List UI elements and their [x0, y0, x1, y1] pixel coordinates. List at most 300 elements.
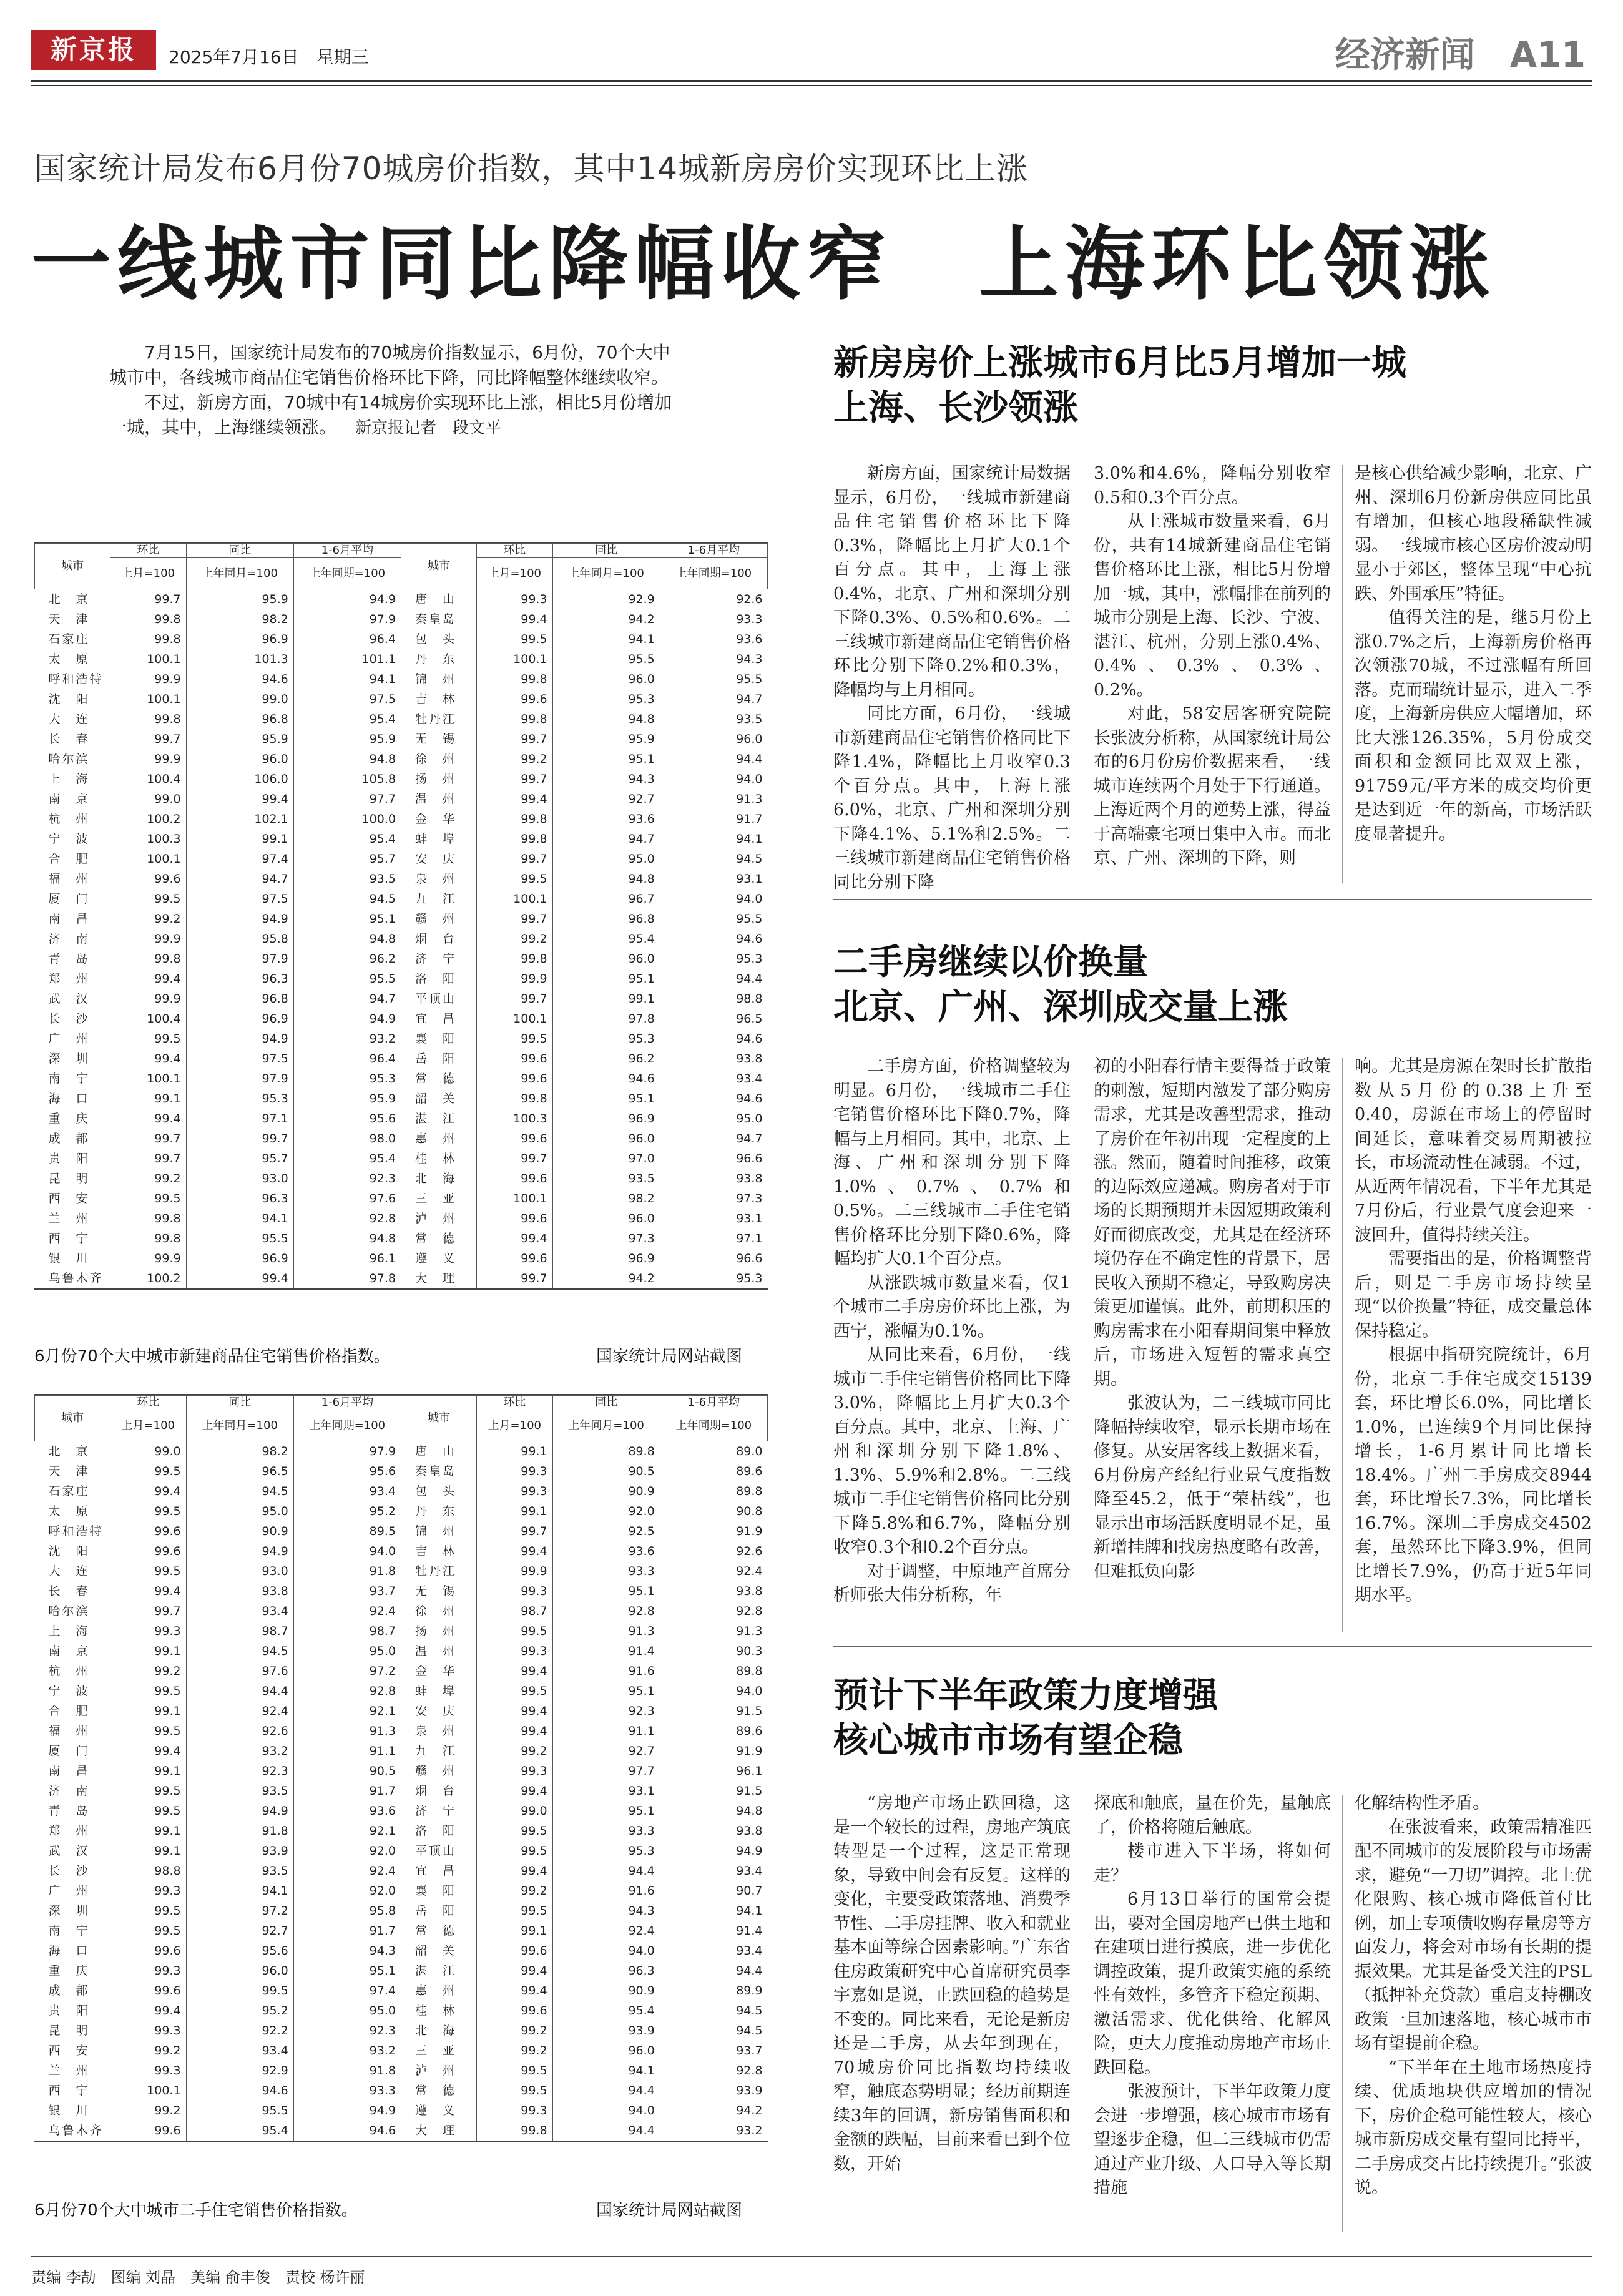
city-cell: 牡丹江	[401, 1561, 476, 1581]
city-cell: 三 亚	[401, 1189, 476, 1209]
table-row	[35, 1169, 768, 1189]
index-cell: 93.1	[552, 1781, 660, 1801]
index-cell: 99.7	[110, 1149, 187, 1169]
index-cell: 91.7	[660, 809, 767, 829]
section-label: 经济新闻 A11	[1335, 35, 1586, 76]
index-cell: 93.4	[660, 1941, 767, 1961]
index-cell: 99.8	[476, 2121, 552, 2141]
index-cell: 95.3	[293, 1069, 401, 1089]
index-cell: 89.6	[660, 1461, 767, 1481]
index-cell: 99.7	[476, 1149, 552, 1169]
city-cell: 南 宁	[48, 1924, 90, 1938]
index-cell: 94.2	[552, 609, 660, 629]
city-cell: 南 宁	[48, 1072, 90, 1086]
city-cell: 呼和浩特	[48, 672, 104, 686]
index-cell: 97.0	[552, 1149, 660, 1169]
paragraph: 对此，58安居客研究院院长张波分析称，从国家统计局公布的6月份房价数据来看，一线城市连续两个月处于下行通道。上海近两个月的逆势上涨，得益于高端豪宅项目集中入市。而北京、广州、深圳的下降，则	[1094, 704, 1331, 868]
index-cell: 98.0	[293, 1129, 401, 1149]
index-cell: 94.9	[186, 909, 293, 929]
city-cell: 济 宁	[401, 949, 476, 969]
index-cell: 94.0	[552, 2101, 660, 2121]
index-cell: 94.7	[660, 1129, 767, 1149]
th-yoy: 同比	[186, 1396, 293, 1410]
table-row	[35, 1481, 768, 1501]
index-cell: 94.4	[660, 1961, 767, 1981]
index-cell: 99.8	[110, 709, 187, 729]
index-cell: 99.4	[186, 789, 293, 809]
index-cell: 96.3	[186, 1189, 293, 1209]
index-cell: 95.6	[293, 1461, 401, 1481]
city-cell: 郑 州	[48, 972, 90, 986]
index-cell: 92.8	[660, 2061, 767, 2081]
paragraph: 值得关注的是，继5月份上涨0.7%之后，上海新房价格再次领涨70城，不过涨幅有所回落。克而瑞统计显示，进入二季度，上海新房供应大幅增加，环比大涨126.35%，5月份成交面积和金额同比双双上涨，91759元/平方米的成交均价更是达到近一年的新高，市场活跃度显著提升。	[1355, 608, 1592, 844]
city-cell: 无 锡	[401, 729, 476, 749]
city-cell: 湛 江	[401, 1109, 476, 1129]
table-row	[35, 1841, 768, 1861]
index-cell: 94.4	[552, 2081, 660, 2101]
paragraph: 化解结构性矛盾。	[1355, 1793, 1489, 1813]
index-cell: 99.5	[476, 2081, 552, 2101]
index-cell: 99.4	[476, 1229, 552, 1249]
index-cell: 94.3	[552, 769, 660, 789]
index-cell: 94.2	[552, 1268, 660, 1288]
index-cell: 94.6	[660, 1029, 767, 1049]
index-cell: 93.2	[186, 1741, 293, 1761]
table-row	[35, 849, 768, 869]
th-yoy: 同比	[186, 544, 293, 558]
index-cell: 94.3	[660, 649, 767, 669]
article1-title-line1: 新房房价上涨城市6月比5月增加一城	[833, 342, 1406, 383]
index-cell: 99.5	[110, 1681, 187, 1701]
th-mom: 环比	[110, 1396, 187, 1410]
index-cell: 92.4	[552, 1921, 660, 1941]
city-cell: 韶 关	[401, 1089, 476, 1109]
index-cell: 93.9	[186, 1841, 293, 1861]
index-cell: 94.5	[660, 2021, 767, 2041]
th-avg-base: 上年同期=100	[293, 1410, 401, 1441]
index-cell: 99.8	[476, 709, 552, 729]
index-cell: 95.1	[552, 969, 660, 989]
index-cell: 96.8	[186, 709, 293, 729]
index-cell: 97.2	[186, 1901, 293, 1921]
table-row	[35, 749, 768, 769]
table-row	[35, 869, 768, 889]
index-cell: 94.1	[186, 1881, 293, 1901]
index-cell: 99.4	[110, 2001, 187, 2021]
city-cell: 常 德	[401, 1921, 476, 1941]
article3-title-line2: 核心城市市场有望企稳	[833, 1720, 1183, 1761]
table-row	[35, 789, 768, 809]
paragraph: 同比方面，6月份，一线城市新建商品住宅销售价格同比下降1.4%，降幅比上月收窄0.3个百分点。其中，上海上涨6.0%，北京、广州和深圳分别下降4.1%、5.1%和2.5%。二三线城市新建商品住宅销售价格同比分别下降	[833, 704, 1071, 892]
index-cell: 92.6	[186, 1721, 293, 1741]
index-cell: 93.8	[660, 1049, 767, 1069]
index-cell: 92.4	[660, 1561, 767, 1581]
index-cell: 93.8	[660, 1581, 767, 1601]
index-cell: 92.4	[293, 1861, 401, 1881]
city-cell: 大 连	[48, 712, 90, 726]
city-cell: 重 庆	[48, 1112, 90, 1126]
index-cell: 99.9	[476, 969, 552, 989]
city-cell: 青 岛	[48, 952, 90, 966]
index-cell: 99.6	[110, 1521, 187, 1541]
index-cell: 99.7	[476, 729, 552, 749]
th-avg: 1-6月平均	[293, 544, 401, 558]
city-cell: 乌鲁木齐	[48, 2124, 104, 2137]
index-cell: 99.1	[110, 1641, 187, 1661]
index-cell: 99.5	[476, 1681, 552, 1701]
index-cell: 99.4	[476, 1861, 552, 1881]
index-cell: 94.8	[293, 749, 401, 769]
index-cell: 93.4	[186, 2041, 293, 2061]
index-cell: 99.5	[476, 629, 552, 649]
index-cell: 99.9	[110, 929, 187, 949]
index-cell: 97.5	[293, 689, 401, 709]
th-mom-base: 上月=100	[476, 1410, 552, 1441]
city-cell: 贵 阳	[48, 1152, 90, 1165]
city-cell: 襄 阳	[401, 1029, 476, 1049]
index-cell: 92.1	[293, 1701, 401, 1721]
table-row	[35, 1881, 768, 1901]
index-cell: 99.4	[476, 609, 552, 629]
th-yoy: 同比	[552, 1396, 660, 1410]
paragraph: 从上涨城市数量来看，6月份，共有14城新建商品住宅销售价格环比上涨，相比5月份增加一城，其中，涨幅排在前列的城市分别是上海、长沙、宁波、湛江、杭州，分别上涨0.4%、0.4%、0.3%、0.3%、0.2%。	[1094, 512, 1331, 700]
table-row	[35, 649, 768, 669]
index-cell: 92.0	[293, 1881, 401, 1901]
index-cell: 92.2	[186, 2021, 293, 2041]
index-cell: 93.5	[293, 869, 401, 889]
index-cell: 94.3	[552, 1901, 660, 1921]
index-cell: 95.5	[293, 969, 401, 989]
city-cell: 九 江	[401, 889, 476, 909]
index-cell: 90.3	[660, 1641, 767, 1661]
index-cell: 96.0	[660, 729, 767, 749]
index-cell: 92.9	[186, 2061, 293, 2081]
city-cell: 合 肥	[48, 1704, 90, 1718]
index-cell: 98.2	[552, 1189, 660, 1209]
city-cell: 包 头	[401, 629, 476, 649]
article3-title-line1: 预计下半年政策力度增强	[833, 1675, 1218, 1716]
index-cell: 99.6	[110, 1981, 187, 2001]
index-cell: 99.1	[186, 829, 293, 849]
index-cell: 93.5	[186, 1861, 293, 1881]
table-row	[35, 969, 768, 989]
index-cell: 99.8	[110, 629, 187, 649]
index-cell: 98.7	[293, 1621, 401, 1641]
table-row	[35, 929, 768, 949]
index-cell: 99.8	[476, 1089, 552, 1109]
table2-caption: 6月份70个大中城市二手住宅销售价格指数。	[34, 2201, 358, 2220]
index-cell: 99.5	[110, 1901, 187, 1921]
index-cell: 94.8	[552, 709, 660, 729]
city-cell: 吉 林	[401, 1541, 476, 1561]
index-cell: 91.1	[293, 1741, 401, 1761]
index-cell: 94.8	[552, 869, 660, 889]
index-cell: 94.9	[660, 1841, 767, 1861]
index-cell: 92.4	[293, 1601, 401, 1621]
index-cell: 99.3	[476, 589, 552, 610]
th-mom-base: 上月=100	[110, 1410, 187, 1441]
table-row	[35, 1249, 768, 1268]
city-cell: 洛 阳	[401, 1821, 476, 1841]
index-cell: 92.7	[186, 1921, 293, 1941]
index-cell: 89.8	[660, 1661, 767, 1681]
index-cell: 95.1	[552, 1801, 660, 1821]
index-cell: 99.9	[110, 669, 187, 689]
index-cell: 96.0	[552, 1209, 660, 1229]
lead-p2-text: 不过，新房方面，70城中有14城房价实现环比上涨，相比5月份增加一城，其中，上海继续领涨。	[109, 392, 672, 438]
index-cell: 92.6	[660, 1541, 767, 1561]
index-cell: 94.6	[186, 2081, 293, 2101]
city-cell: 厦 门	[48, 892, 90, 906]
index-cell: 99.2	[110, 1661, 187, 1681]
index-cell: 97.3	[660, 1189, 767, 1209]
table-row	[35, 1521, 768, 1541]
table-new-homes	[34, 542, 768, 1290]
city-cell: 牡丹江	[401, 709, 476, 729]
paragraph: 楼市进入下半场，将如何走？	[1094, 1842, 1331, 1885]
table-row	[35, 1901, 768, 1921]
index-cell: 93.4	[293, 1481, 401, 1501]
index-cell: 98.8	[660, 989, 767, 1009]
city-cell: 宜 昌	[401, 1009, 476, 1029]
index-cell: 94.9	[186, 1541, 293, 1561]
index-cell: 99.6	[476, 1049, 552, 1069]
index-cell: 93.2	[293, 2041, 401, 2061]
index-cell: 95.4	[552, 2001, 660, 2021]
th-city: 城市	[35, 1396, 110, 1441]
city-cell: 深 圳	[48, 1904, 90, 1918]
city-cell: 桂 林	[401, 2001, 476, 2021]
index-cell: 94.6	[660, 1089, 767, 1109]
table-row	[35, 1601, 768, 1621]
city-cell: 烟 台	[401, 1781, 476, 1801]
city-cell: 长 春	[48, 1584, 90, 1598]
index-cell: 97.5	[186, 1049, 293, 1069]
table-row	[35, 1089, 768, 1109]
table-row	[35, 2041, 768, 2061]
index-cell: 94.7	[552, 829, 660, 849]
index-cell: 99.1	[110, 1701, 187, 1721]
index-cell: 93.9	[660, 2081, 767, 2101]
index-cell: 99.5	[110, 1501, 187, 1521]
index-cell: 99.1	[552, 989, 660, 1009]
city-cell: 锦 州	[401, 669, 476, 689]
table-row	[35, 1621, 768, 1641]
index-cell: 91.9	[660, 1741, 767, 1761]
index-cell: 105.8	[293, 769, 401, 789]
table-row	[35, 1049, 768, 1069]
index-cell: 96.9	[186, 1009, 293, 1029]
index-cell: 95.0	[660, 1109, 767, 1129]
index-cell: 99.4	[186, 1268, 293, 1288]
th-city: 城市	[401, 544, 476, 589]
index-cell: 93.8	[186, 1581, 293, 1601]
index-cell: 99.9	[110, 989, 187, 1009]
city-cell: 北 京	[48, 1445, 90, 1458]
index-cell: 99.7	[186, 1129, 293, 1149]
index-cell: 93.5	[660, 709, 767, 729]
article2-col1	[833, 1055, 1071, 1608]
city-cell: 南 昌	[48, 1764, 90, 1778]
index-cell: 95.9	[293, 1089, 401, 1109]
index-cell: 99.6	[476, 689, 552, 709]
index-cell: 99.5	[110, 1029, 187, 1049]
index-cell: 94.4	[552, 2121, 660, 2141]
city-cell: 银 川	[48, 2104, 90, 2117]
index-cell: 99.8	[476, 829, 552, 849]
index-cell: 99.3	[476, 1641, 552, 1661]
table-row	[35, 1661, 768, 1681]
index-cell: 97.5	[186, 889, 293, 909]
index-cell: 99.8	[110, 1209, 187, 1229]
index-cell: 99.8	[476, 949, 552, 969]
index-cell: 93.5	[552, 1169, 660, 1189]
th-yoy: 同比	[552, 544, 660, 558]
index-cell: 99.1	[110, 1821, 187, 1841]
index-cell: 95.2	[293, 1501, 401, 1521]
index-cell: 95.9	[293, 729, 401, 749]
index-cell: 106.0	[186, 769, 293, 789]
index-cell: 95.5	[186, 1229, 293, 1249]
index-cell: 89.8	[660, 1481, 767, 1501]
index-cell: 99.2	[476, 749, 552, 769]
index-cell: 99.6	[110, 1541, 187, 1561]
index-cell: 92.9	[552, 589, 660, 610]
index-cell: 99.3	[110, 1961, 187, 1981]
index-cell: 99.3	[476, 1581, 552, 1601]
index-cell: 96.3	[552, 1961, 660, 1981]
index-cell: 93.1	[660, 1209, 767, 1229]
city-cell: 太 原	[48, 652, 90, 666]
table-row	[35, 1561, 768, 1581]
th-city: 城市	[35, 544, 110, 589]
index-cell: 91.5	[660, 1781, 767, 1801]
city-cell: 蚌 埠	[401, 1681, 476, 1701]
index-cell: 95.9	[552, 729, 660, 749]
city-cell: 大 连	[48, 1564, 90, 1578]
index-cell: 96.0	[552, 1129, 660, 1149]
index-cell: 97.7	[552, 1761, 660, 1781]
index-cell: 91.5	[660, 1701, 767, 1721]
index-cell: 93.0	[186, 1561, 293, 1581]
index-cell: 94.2	[660, 2101, 767, 2121]
index-cell: 99.5	[476, 1901, 552, 1921]
index-cell: 97.9	[293, 1441, 401, 1462]
article2-title-line2: 北京、广州、深圳成交量上涨	[833, 986, 1288, 1028]
table-row	[35, 1641, 768, 1661]
city-cell: 徐 州	[401, 1601, 476, 1621]
paragraph: 新房方面，国家统计局数据显示，6月份，一线城市新建商品住宅销售价格环比下降0.3%，降幅比上月扩大0.1个百分点。其中，上海上涨0.4%，北京、广州和深圳分别下降0.3%、0.5%和0.6%。二三线城市新建商品住宅销售价格环比分别下降0.2%和0.3%，降幅均与上月相同。	[833, 464, 1071, 700]
index-cell: 95.1	[293, 909, 401, 929]
footer-rule	[31, 2256, 1592, 2257]
index-cell: 94.0	[660, 1681, 767, 1701]
city-cell: 兰 州	[48, 2064, 90, 2078]
table-row	[35, 1681, 768, 1701]
main-headline: 一线城市同比降幅收窄 上海环比领涨	[31, 217, 1496, 311]
index-cell: 100.3	[110, 829, 187, 849]
index-cell: 99.2	[476, 1741, 552, 1761]
index-cell: 100.1	[110, 689, 187, 709]
index-cell: 94.1	[186, 1209, 293, 1229]
index-cell: 97.1	[660, 1229, 767, 1249]
masthead-rule	[31, 80, 1592, 82]
table-row	[35, 1149, 768, 1169]
city-cell: 泸 州	[401, 1209, 476, 1229]
index-cell: 94.5	[186, 1641, 293, 1661]
index-cell: 99.3	[476, 1481, 552, 1501]
index-cell: 92.7	[552, 789, 660, 809]
index-cell: 91.1	[552, 1721, 660, 1741]
th-avg-base: 上年同期=100	[660, 558, 767, 589]
index-cell: 97.9	[186, 1069, 293, 1089]
table-row	[35, 1189, 768, 1209]
table-row	[35, 589, 768, 610]
index-cell: 93.2	[293, 1029, 401, 1049]
index-cell: 99.7	[110, 1601, 187, 1621]
paragraph: 二手房方面，价格调整较为明显。6月份，一线城市二手住宅销售价格环比下降0.7%，降幅与上月相同。其中，北京、上海、广州和深圳分别下降1.0%、0.7%、0.7%和0.5%。二三线城市二手住宅销售价格环比分别下降0.6%，降幅均扩大0.1个百分点。	[833, 1057, 1071, 1268]
index-cell: 89.9	[660, 1981, 767, 2001]
index-cell: 99.6	[476, 1169, 552, 1189]
city-cell: 沈 阳	[48, 692, 90, 706]
index-cell: 93.8	[660, 1821, 767, 1841]
index-cell: 99.1	[476, 1501, 552, 1521]
index-cell: 94.1	[552, 629, 660, 649]
index-cell: 91.8	[186, 1821, 293, 1841]
table-row	[35, 1981, 768, 2001]
index-cell: 96.1	[660, 1761, 767, 1781]
city-cell: 大 理	[401, 2121, 476, 2141]
city-cell: 武 汉	[48, 1844, 90, 1858]
city-cell: 丹 东	[401, 649, 476, 669]
city-cell: 无 锡	[401, 1581, 476, 1601]
index-cell: 99.1	[476, 1921, 552, 1941]
city-cell: 西 宁	[48, 2084, 90, 2097]
city-cell: 上 海	[48, 1624, 90, 1638]
th-avg: 1-6月平均	[293, 1396, 401, 1410]
paragraph: 对于调整，中原地产首席分析师张大伟分析称，年	[833, 1561, 1071, 1605]
index-cell: 99.2	[110, 1169, 187, 1189]
index-cell: 101.3	[186, 649, 293, 669]
index-cell: 93.3	[293, 2081, 401, 2101]
index-cell: 93.7	[293, 1581, 401, 1601]
city-cell: 大 理	[401, 1268, 476, 1288]
index-cell: 90.9	[552, 1481, 660, 1501]
city-cell: 唐 山	[401, 1441, 476, 1462]
index-cell: 93.1	[660, 869, 767, 889]
city-cell: 洛 阳	[401, 969, 476, 989]
index-cell: 95.6	[293, 1109, 401, 1129]
column-divider	[1342, 1058, 1343, 1632]
byline: 新京报记者 段文平	[355, 419, 502, 438]
index-cell: 95.0	[293, 1641, 401, 1661]
table1-source: 国家统计局网站截图	[596, 1347, 743, 1366]
table-row	[35, 2121, 768, 2141]
index-cell: 94.6	[293, 2121, 401, 2141]
th-mom-base: 上月=100	[110, 558, 187, 589]
index-cell: 99.7	[476, 1268, 552, 1288]
index-cell: 96.5	[660, 1009, 767, 1029]
index-cell: 94.9	[293, 589, 401, 610]
index-cell: 99.6	[476, 1249, 552, 1268]
index-cell: 91.3	[552, 1621, 660, 1641]
index-cell: 99.5	[110, 1781, 187, 1801]
index-cell: 99.4	[476, 1721, 552, 1741]
index-cell: 89.5	[293, 1521, 401, 1541]
city-cell: 昆 明	[48, 2024, 90, 2038]
index-cell: 96.8	[552, 909, 660, 929]
index-cell: 99.4	[110, 969, 187, 989]
section-divider	[833, 899, 1592, 900]
